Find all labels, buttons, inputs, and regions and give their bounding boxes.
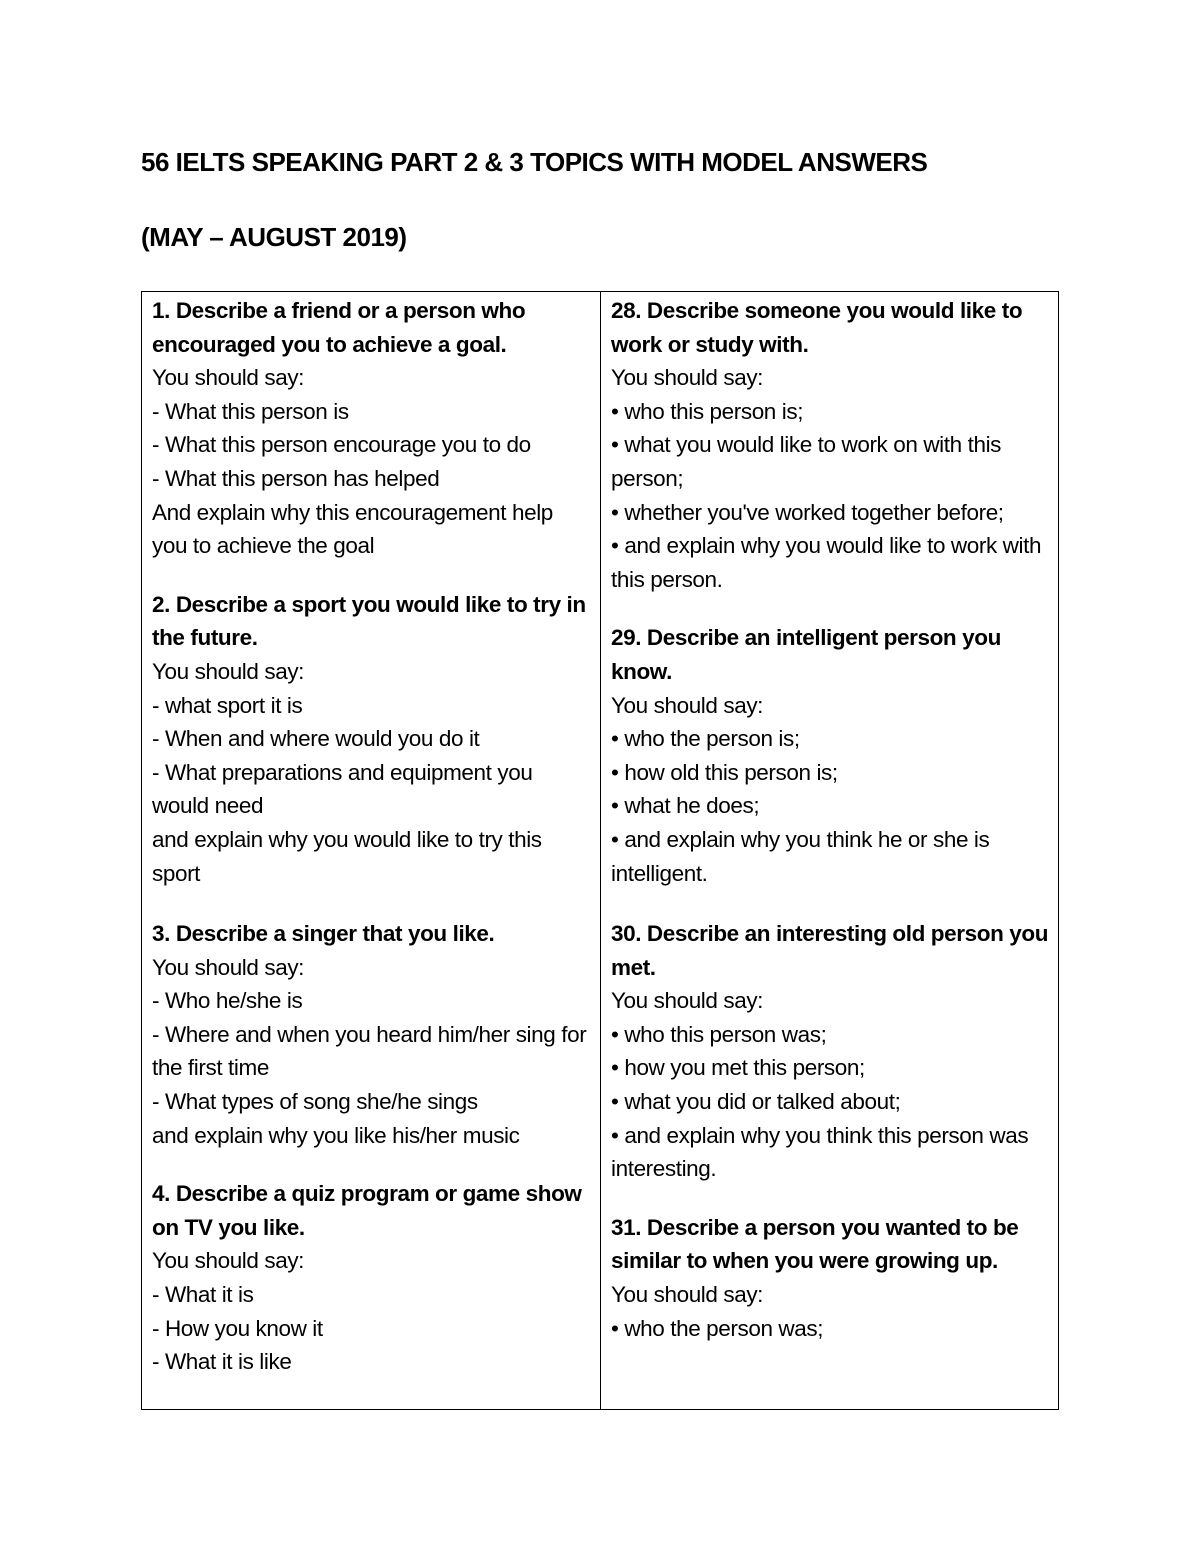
topic-line: • how you met this person; [611,1055,865,1081]
topic-heading: 1. Describe a friend or a person who encouraged you to achieve a goal. [152,298,526,357]
topic-line: • and explain why you think this person was interesting. [611,1122,1029,1182]
topic-line: You should say: [611,988,764,1014]
topic-line: You should say: [152,365,305,391]
topic-line: - Who he/she is [152,988,303,1014]
topic-heading: 2. Describe a sport you would like to try in the future. [152,591,586,651]
topic-line: • and explain why you would like to work with this person. [611,533,1042,592]
topic-item [152,294,592,563]
topic-line: • who the person is; [611,726,800,752]
topic-line: • and explain why you think he or she is intelligent. [611,826,990,886]
topic-line: • who the person was; [611,1315,824,1341]
document-subtitle: (MAY – AUGUST 2019) [141,222,407,252]
topics-table [141,291,1059,1410]
topic-line: • whether you've worked together before; [611,499,1004,525]
topic-line: - What types of song she/he sings [152,1089,478,1115]
right-column [601,292,1058,1409]
topic-line: And explain why this encouragement help you to achieve the goal [152,499,553,559]
topic-line: You should say: [611,365,764,391]
topic-line: and explain why you would like to try this sport [152,826,542,886]
topic-line: • who this person was; [611,1021,827,1047]
topic-heading: 4. Describe a quiz program or game show on TV you like. [152,1181,582,1240]
topic-line: and explain why you like his/her music [152,1122,520,1148]
document-title: 56 IELTS SPEAKING PART 2 & 3 TOPICS WITH MODEL ANSWERS [141,147,928,177]
topic-heading: 29. Describe an intelligent person you know. [611,625,1001,684]
topic-line: • what you did or talked about; [611,1089,901,1115]
topic-item [611,1211,1050,1345]
topic-line: - Where and when you heard him/her sing for the first time [152,1021,587,1081]
topic-heading: 3. Describe a singer that you like. [152,921,495,947]
topic-item [152,588,592,890]
topic-line: • what you would like to work on with this person; [611,432,1002,491]
topic-line: - What this person has helped [152,465,440,491]
topic-line: You should say: [152,1248,305,1274]
topic-line: • what he does; [611,793,760,819]
topic-line: • how old this person is; [611,759,838,785]
topic-line: - What preparations and equipment you would need [152,759,533,819]
topic-heading: 28. Describe someone you would like to work or study with. [611,298,1023,357]
topic-heading: 31. Describe a person you wanted to be similar to when you were growing up. [611,1214,1019,1274]
topic-item [611,621,1050,890]
topic-line: - What it is like [152,1349,292,1375]
topic-item [152,1177,592,1379]
topic-line: - How you know it [152,1315,323,1341]
topic-line: - When and where would you do it [152,726,480,752]
topic-line: - What this person is [152,398,349,424]
topic-line: You should say: [152,658,305,684]
topic-line: • who this person is; [611,398,804,424]
topic-line: You should say: [611,692,764,718]
left-column [142,292,601,1409]
topic-heading: 30. Describe an interesting old person you met. [611,921,1049,980]
topic-item [152,917,592,1152]
topic-line: - What it is [152,1282,254,1308]
topic-item [611,294,1050,596]
topic-line: - What this person encourage you to do [152,432,531,458]
topic-line: - what sport it is [152,692,303,718]
topic-line: You should say: [152,954,305,980]
topic-item [611,917,1050,1186]
topic-line: You should say: [611,1282,764,1308]
